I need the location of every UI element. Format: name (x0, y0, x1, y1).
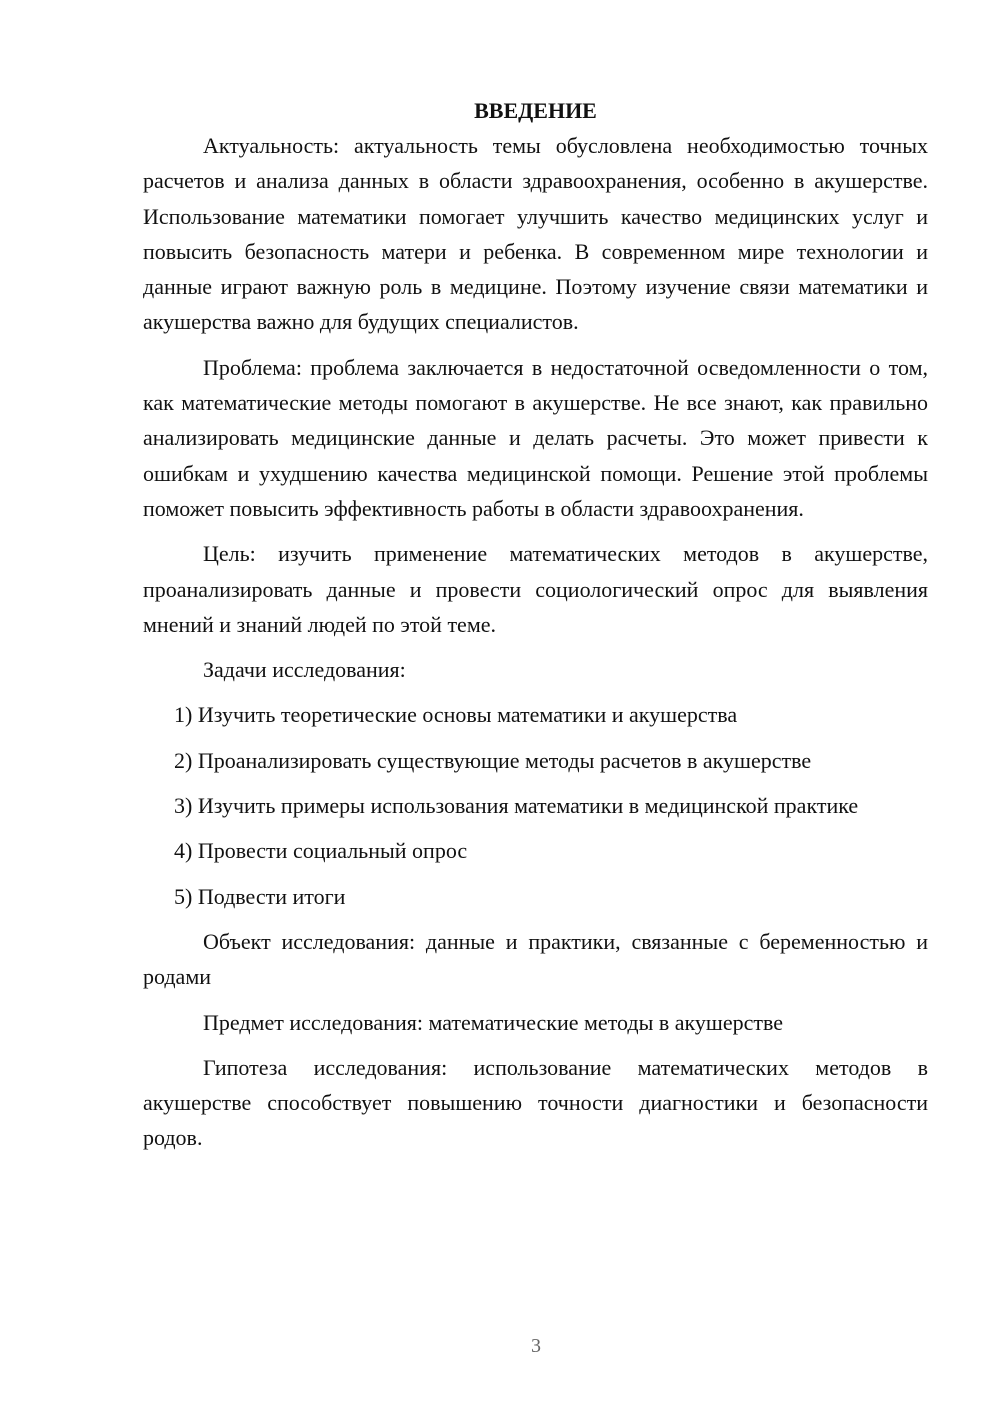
goal-paragraph: Цель: изучить применение математических методов в акушерстве, проанализировать данные и провести социологический опрос для выявления мнений и знаний людей по этой теме. (143, 541, 928, 637)
subject-paragraph: Предмет исследования: математические методы в акушерстве (203, 1009, 784, 1035)
list-item: 4) Провести социальный опрос (174, 838, 468, 864)
hypothesis-paragraph: Гипотеза исследования: использование математических методов в акушерстве способствует повышению точности диагностики и безопасности родов. (143, 1054, 928, 1151)
page-number: 3 (531, 1335, 541, 1357)
list-item: 5) Подвести итоги (174, 883, 346, 909)
page-title: ВВЕДЕНИЕ (474, 98, 597, 123)
object-paragraph: Объект исследования: данные и практики, связанные с беременностью и родами (143, 928, 928, 990)
page-content (143, 93, 928, 1156)
tasks-intro: Задачи исследования: (203, 657, 406, 683)
list-item: 2) Проанализировать существующие методы расчетов в акушерстве (174, 747, 812, 773)
tasks-list (143, 697, 928, 913)
problem-paragraph: Проблема: проблема заключается в недостаточной осведомленности о том, как математические методы помогают в акушерстве. Не все знают, как правильно анализировать медицинские данные и делать расчеты. Это может привести к ошибкам и ухудшению качества медицинской помощи. Решение этой проблемы поможет повысить эффективность работы в области здравоохранения. (143, 354, 928, 521)
relevance-paragraph: Актуальность: актуальность темы обусловлена необходимостью точных расчетов и анализа данных в области здравоохранения, особенно в акушерстве. Использование математики помогает улучшить качество медицинских услуг и повысить безопасность матери и ребенка. В современном мире технологии и данные играют важную роль в медицине. Поэтому изучение связи математики и акушерства важно для будущих специалистов. (143, 133, 928, 335)
list-item: 3) Изучить примеры использования математики в медицинской практике (174, 793, 859, 819)
list-item: 1) Изучить теоретические основы математики и акушерства (174, 702, 738, 728)
